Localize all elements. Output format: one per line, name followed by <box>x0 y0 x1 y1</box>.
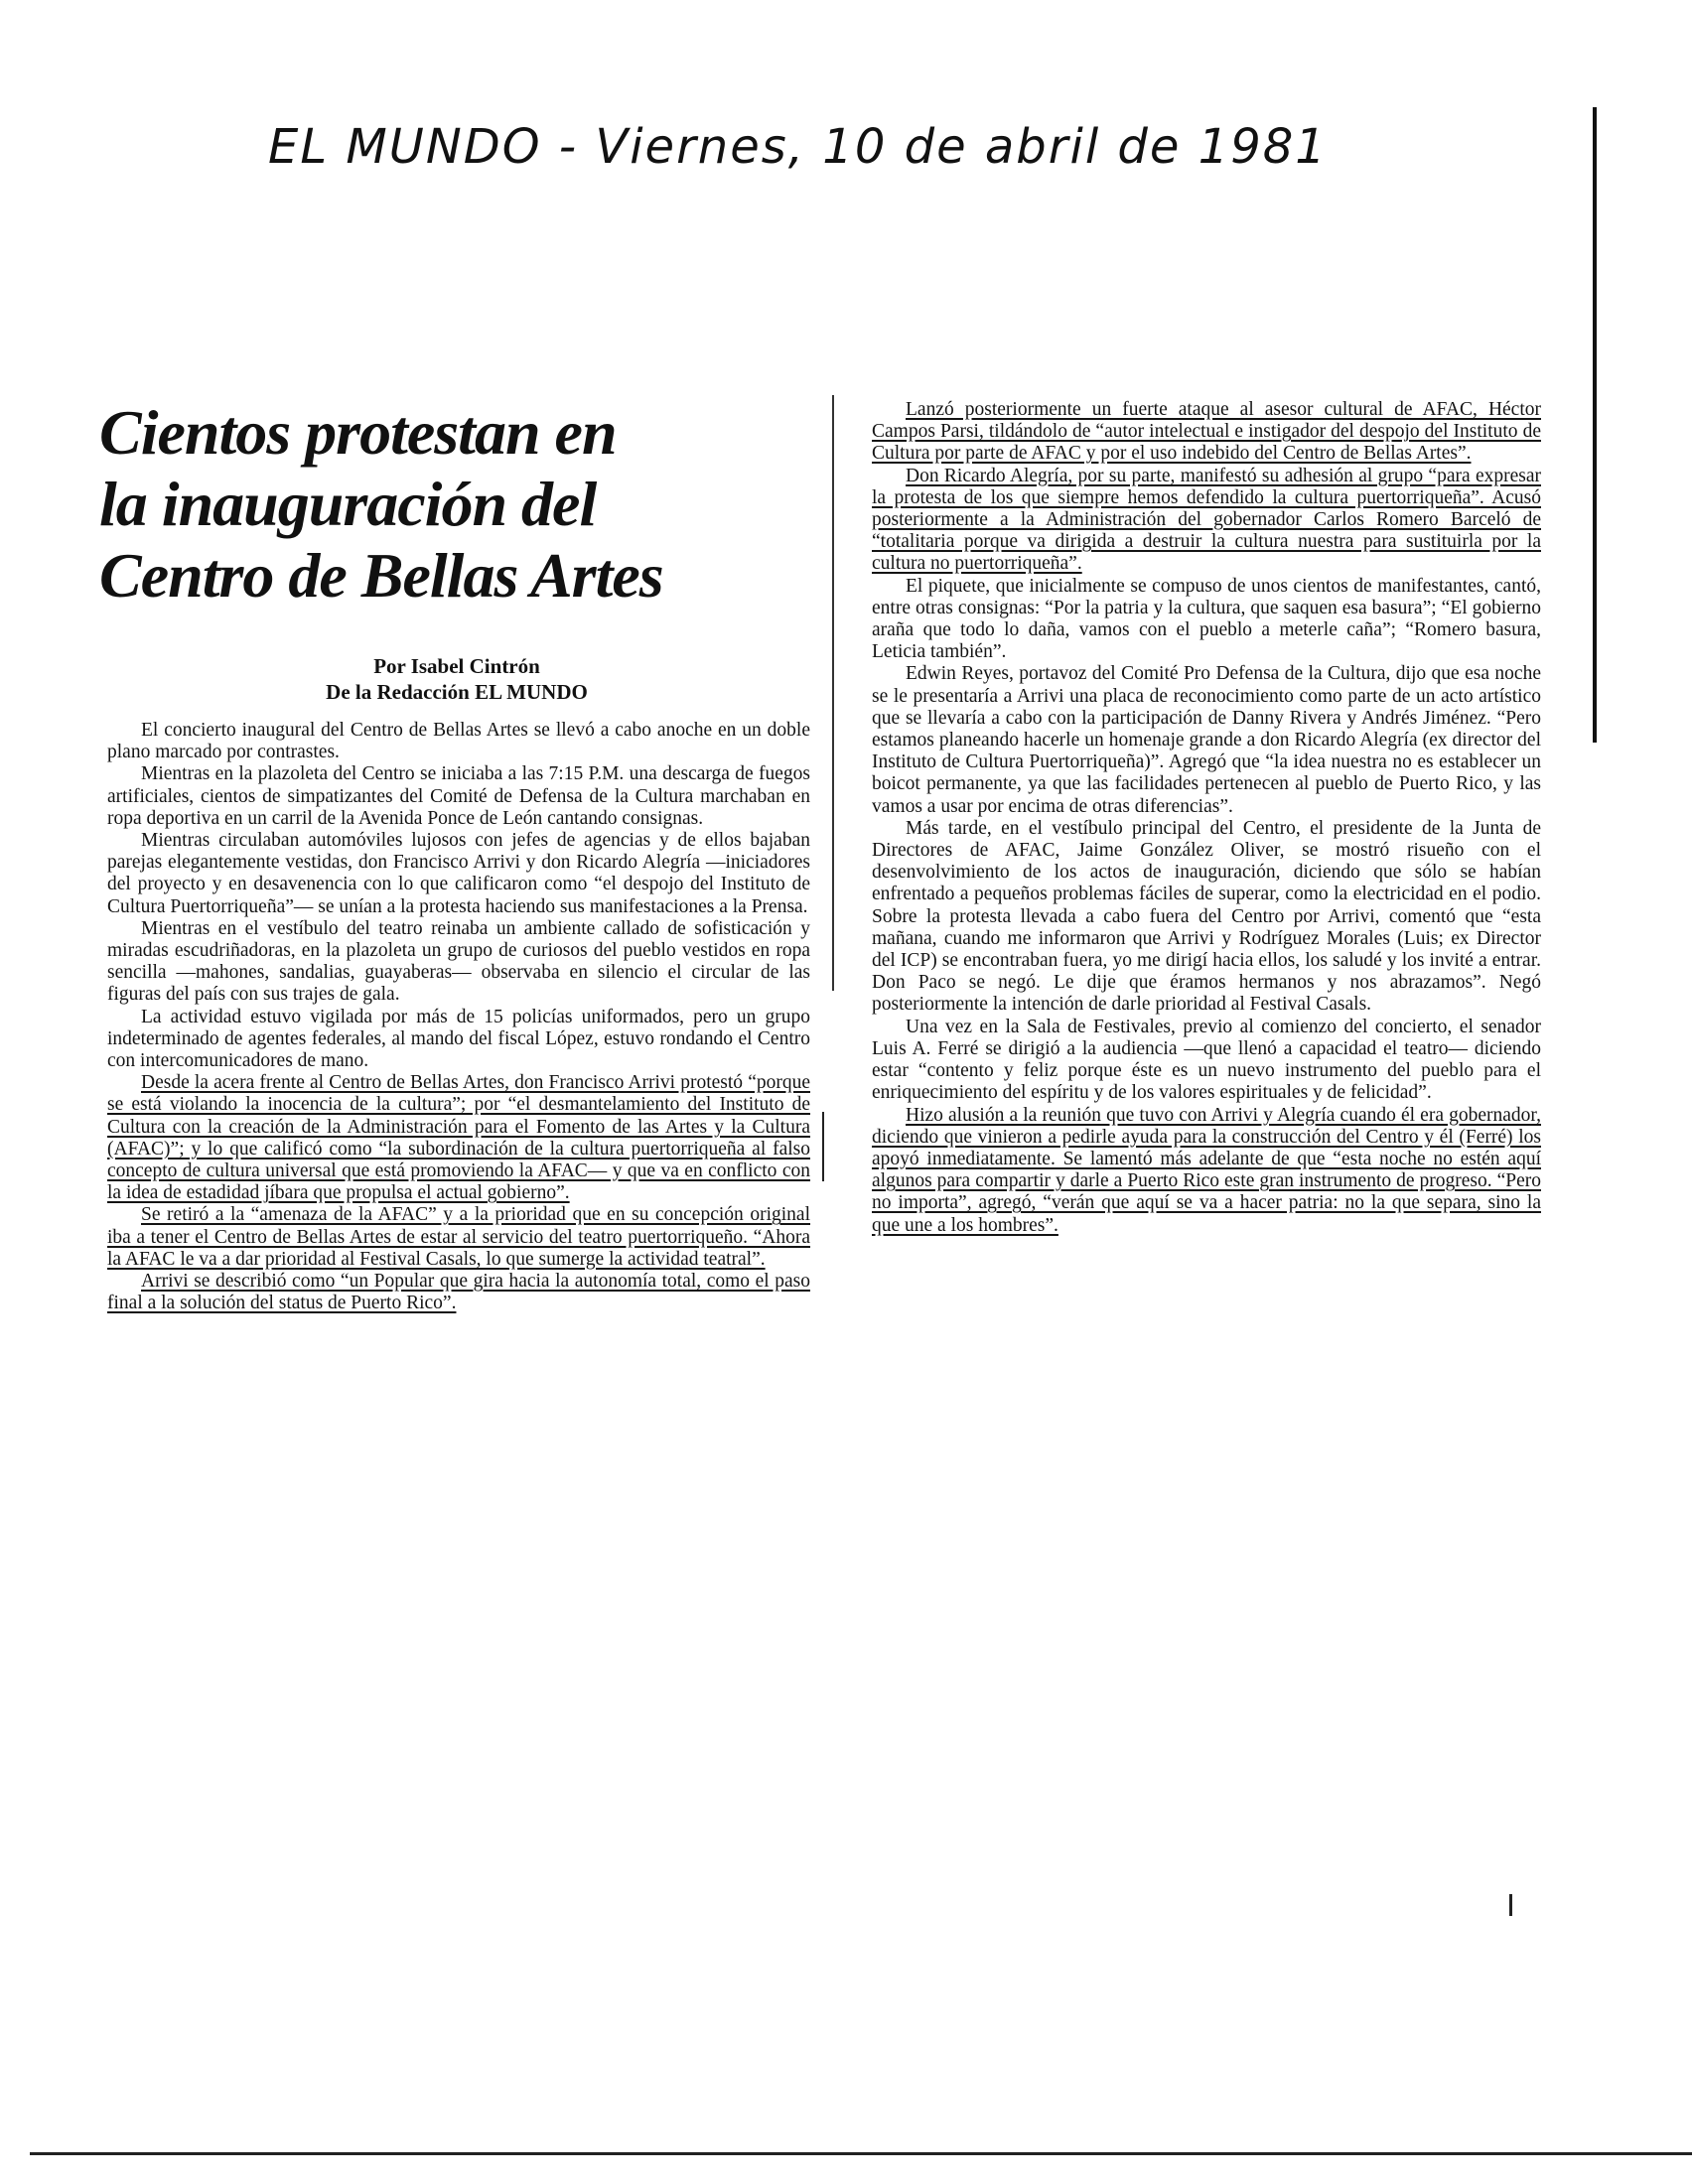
headline-line-1: Cientos protestan en <box>99 397 617 468</box>
paragraph-underlined: Lanzó posteriormente un fuerte ataque al asesor cultural de AFAC, Héctor Campos Parsi, tildándolo de “autor intelectual e instigador del despojo del Instituto de Cultura por parte de AFAC y por el uso indebido del Centro de Bellas Artes”. <box>872 399 1541 465</box>
right-column <box>872 399 1541 1237</box>
byline-desk: De la Redacción EL MUNDO <box>326 680 588 704</box>
paragraph-underlined: Desde la acera frente al Centro de Bellas Artes, don Francisco Arrivi protestó “porque se está violando la inocencia de la cultura”; por “el desmantelamiento del Instituto de Cultura con la creación de la Administración para el Fomento de las Artes y la Cultura (AFAC)”; y lo que calificó como “la subordinación de la cultura puertorriqueña al falso concepto de cultura universal que está promoviendo la AFAC— y que va en conflicto con la idea de estadidad jíbara que propulsa el actual gobierno”. <box>107 1072 810 1204</box>
byline-author: Por Isabel Cintrón <box>373 654 540 678</box>
paragraph-underlined: Se retiró a la “amenaza de la AFAC” y a la prioridad que en su concepción original iba a tener el Centro de Bellas Artes de estar al servicio del teatro puertorriqueño. “Ahora la AFAC le va a dar prioridad al Festival Casals, lo que sumerge la actividad teatral”. <box>107 1204 810 1270</box>
article-headline <box>99 397 814 612</box>
scan-mark <box>1509 1894 1512 1916</box>
paragraph: El piquete, que inicialmente se compuso de unos cientos de manifestantes, cantó, entre otras consignas: “Por la patria y la cultura, que saquen esa basura”; “El gobierno araña que todo lo daña, vamos con el pueblo a meterle caña”; “Romero basura, Leticia también”. <box>872 575 1541 663</box>
paragraph: Mientras en la plazoleta del Centro se iniciaba a las 7:15 P.M. una descarga de fuegos artificiales, cientos de simpatizantes del Comité de Defensa de la Cultura marchaban en ropa deportiva en un carril de la Avenida Ponce de León cantando consignas. <box>107 763 810 829</box>
scan-mark <box>822 1112 824 1181</box>
paragraph-underlined: Hizo alusión a la reunión que tuvo con Arrivi y Alegría cuando él era gobernador, diciendo que vinieron a pedirle ayuda para la construcción del Centro y él (Ferré) los apoyó inmediatamente. Se lamentó más adelante de que “esta noche no estén aquí algunos para compartir y darle a Puerto Rico este gran instrumento de progreso. “Pero no importa”, agregó, “verán que aquí se va a hacer patria: no la que separa, sino la que une a los hombres”. <box>872 1104 1541 1236</box>
headline-line-3: Centro de Bellas Artes <box>99 540 663 611</box>
paragraph: Una vez en la Sala de Festivales, previo al comienzo del concierto, el senador Luis A. Ferré se dirigió a la audiencia —que llenó a capacidad el teatro— diciendo estar “contento y feliz porque éste es un nuevo instrumento del pueblo para el enriquecimiento del espíritu y de los valores espirituales y de felicidad”. <box>872 1016 1541 1104</box>
paragraph: Mientras circulaban automóviles lujosos con jefes de agencias y de ellos bajaban parejas elegantemente vestidas, don Francisco Arrivi y don Ricardo Alegría —iniciadores del proyecto y en desavenencia con lo que calificaron como “el despojo del Instituto de Cultura Puertorriqueña”— se unían a la protesta haciendo sus manifestaciones a la Prensa. <box>107 830 810 917</box>
handwritten-dateline: EL MUNDO - Viernes, 10 de abril de 1981 <box>268 119 1328 175</box>
paragraph-underlined: Don Ricardo Alegría, por su parte, manifestó su adhesión al grupo “para expresar la protesta de los que siempre hemos defendido la cultura puertorriqueña”. Acusó posteriormente a la Administración del gobernador Carlos Romero Barceló de “totalitaria porque va dirigida a destruir la cultura nuestra para sustituirla por la cultura no puertorriqueña”. <box>872 465 1541 575</box>
byline <box>99 653 814 705</box>
paragraph: Más tarde, en el vestíbulo principal del Centro, el presidente de la Junta de Directores de AFAC, Jaime González Oliver, se mostró risueño con el desenvolvimiento de los actos de inauguración, diciendo que sólo se habían enfrentado a pequeños problemas fáciles de superar, como la electricidad en el podio. Sobre la protesta llevada a cabo fuera del Centro por Arrivi, comentó que “esta mañana, cuando me informaron que Arrivi y Rodríguez Morales (Luis; ex Director del ICP) se encontraban fuera, yo me dirigí hacia ellos, los saludé y los invité a entrar. Don Paco se negó. Le dije que éramos hermanos y nos abrazamos”. Negó posteriormente la intención de darle prioridad al Festival Casals. <box>872 817 1541 1016</box>
paragraph: La actividad estuvo vigilada por más de 15 policías uniformados, pero un grupo indeterminado de agentes federales, al mando del fiscal López, estuvo rondando el Centro con intercomunicadores de mano. <box>107 1006 810 1072</box>
column-divider <box>832 395 834 991</box>
paragraph: Edwin Reyes, portavoz del Comité Pro Defensa de la Cultura, dijo que esa noche se le presentaría a Arrivi una placa de reconocimiento como parte de un acto artístico que se llevaría a cabo con la participación de Danny Rivera y Andrés Jiménez. “Pero estamos planeando hacerle un homenaje grande a don Ricardo Alegría (ex director del Instituto de Cultura Puertorriqueña)”. Agregó que “la idea nuestra no es establecer un boicot permanente, ya que las facilidades pertenecen al pueblo de Puerto Rico, y las vamos a usar por encima de otras diferencias”. <box>872 663 1541 817</box>
paragraph-underlined: Arrivi se describió como “un Popular que gira hacia la autonomía total, como el paso final a la solución del status de Puerto Rico”. <box>107 1271 810 1314</box>
left-column <box>107 720 810 1314</box>
page-bottom-rule <box>30 2152 1692 2155</box>
paragraph: El concierto inaugural del Centro de Bellas Artes se llevó a cabo anoche en un doble plano marcado por contrastes. <box>107 720 810 763</box>
margin-rule <box>1593 107 1597 743</box>
paragraph: Mientras en el vestíbulo del teatro reinaba un ambiente callado de sofisticación y miradas escudriñadoras, en la plazoleta un grupo de curiosos del pueblo vestidos en ropa sencilla —mahones, sandalias, guayaberas— observaba en silencio el circular de las figuras del país con sus trajes de gala. <box>107 917 810 1006</box>
headline-line-2: la inauguración del <box>99 469 597 539</box>
